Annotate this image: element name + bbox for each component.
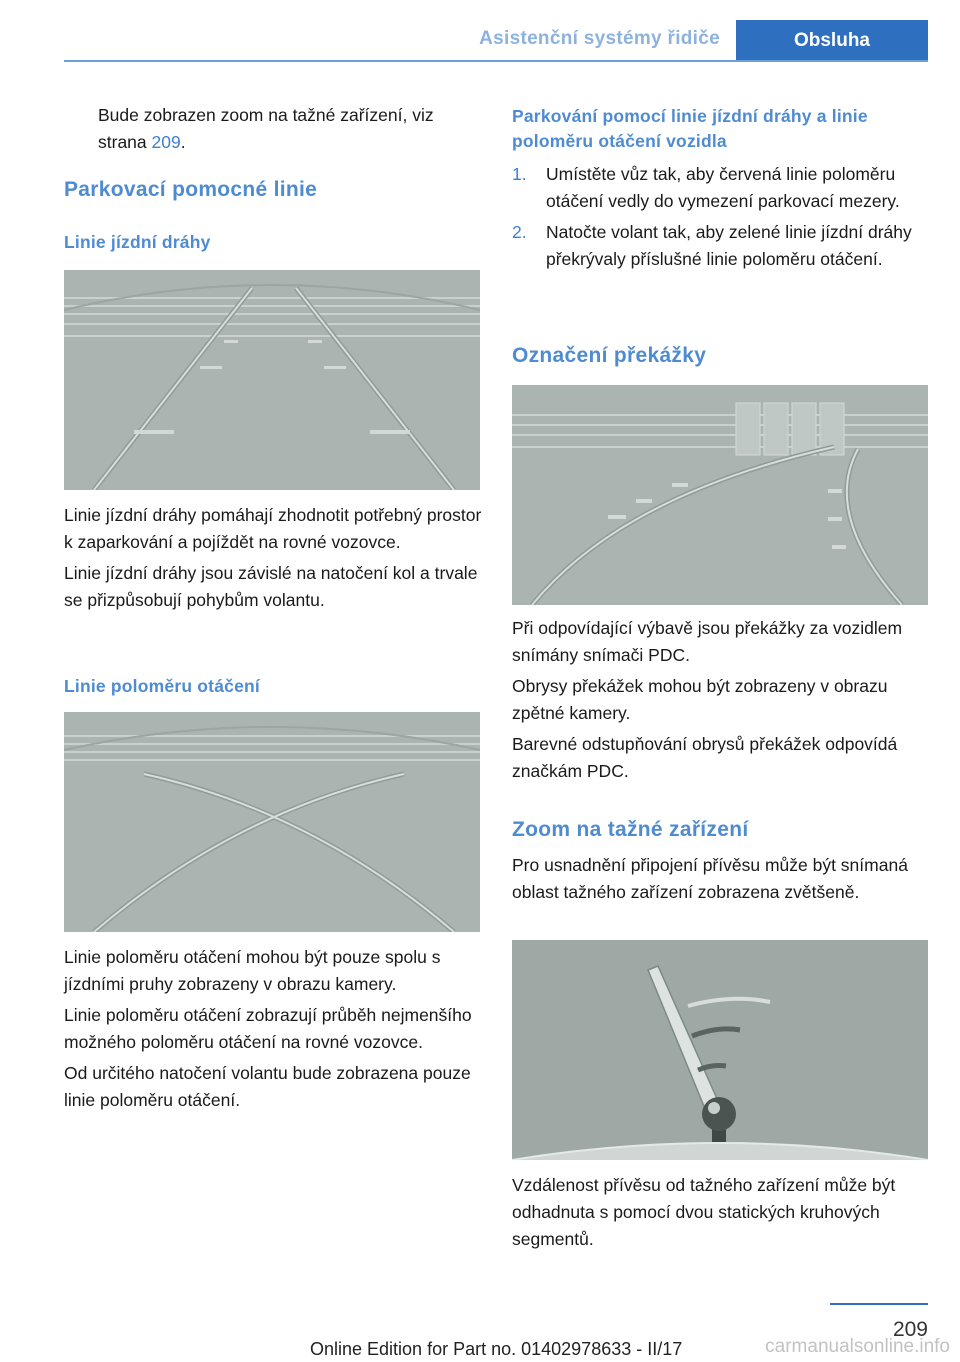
zoom-paragraph-2: Vzdálenost přívěsu od tažného zařízení může být odhadnuta s pomocí dvou statických kruhových segmentů.	[512, 1175, 896, 1249]
zoom-paragraph-1: Pro usnadnění připojení přívěsu může být snímaná oblast tažného zařízení zobrazena zvětšeně.	[512, 855, 908, 902]
intro-paragraph	[64, 102, 482, 156]
lane-lines-figure	[64, 270, 480, 490]
heading-turning-radius: Linie poloměru otáčení	[64, 676, 260, 696]
lane-paragraph-1: Linie jízdní dráhy pomáhají zhodnotit potřebný prostor k zaparkování a pojíždět na rovné vozovce.	[64, 505, 482, 552]
lane-text-block	[64, 502, 482, 614]
footer-rule	[830, 1303, 928, 1305]
obstacle-figure	[512, 385, 928, 605]
turning-radius-figure	[64, 712, 480, 932]
watermark: carmanualsonline.info	[765, 1336, 950, 1357]
radius-paragraph-1: Linie poloměru otáčení mohou být pouze spolu s jízdními pruhy zobrazeny v obrazu kamery.	[64, 947, 441, 994]
tow-hitch-figure	[512, 940, 928, 1160]
obstacle-paragraph-3: Barevné odstupňování obrysů překážek odpovídá značkám PDC.	[512, 734, 898, 781]
steps-block	[512, 161, 930, 273]
radius-paragraph-3: Od určitého natočení volantu bude zobrazena pouze linie poloměru otáčení.	[64, 1063, 471, 1110]
intro-text: Bude zobrazen zoom na tažné zařízení, viz strana	[98, 105, 434, 152]
heading-tow-hitch-zoom: Zoom na tažné zařízení	[512, 818, 749, 841]
lane-paragraph-2: Linie jízdní dráhy jsou závislé na natočení kol a trvale se přizpůsobují pohybům volantu.	[64, 563, 478, 610]
steps-list	[512, 161, 930, 273]
heading-parking-lines: Parkovací pomocné linie	[64, 178, 318, 201]
step-text: Natočte volant tak, aby zelené linie jízdní dráhy překrývaly příslušné linie poloměru otáčení.	[546, 222, 912, 269]
header-tab-obsluha: Obsluha	[736, 20, 928, 62]
radius-text-block	[64, 944, 482, 1114]
obstacle-paragraph-2: Obrysy překážek mohou být zobrazeny v obrazu zpětné kamery.	[512, 676, 888, 723]
radius-paragraph-2: Linie poloměru otáčení zobrazují průběh nejmenšího možného poloměru otáčení na rovné vozovce.	[64, 1005, 472, 1052]
step-number: 1.	[512, 164, 527, 184]
header-section-title: Asistenční systémy řidiče	[479, 28, 720, 49]
page-number: 209	[892, 1318, 928, 1341]
step-item	[512, 161, 930, 215]
intro-end: .	[180, 132, 186, 152]
step-number: 2.	[512, 222, 527, 242]
obstacle-text-block	[512, 615, 930, 785]
zoom-text-block-2	[512, 1172, 930, 1253]
left-column	[64, 102, 482, 156]
page-link[interactable]: 209	[151, 132, 181, 152]
footer-edition: Online Edition for Part no. 01402978633 - II/17	[310, 1339, 683, 1359]
heading-obstacle-marking: Označení překážky	[512, 344, 707, 367]
zoom-text-block-1	[512, 852, 930, 906]
step-item	[512, 219, 930, 273]
heading-lane-lines: Linie jízdní dráhy	[64, 232, 211, 252]
obstacle-paragraph-1: Při odpovídající výbavě jsou překážky za vozidlem snímány snímači PDC.	[512, 618, 903, 665]
step-text: Umístěte vůz tak, aby červená linie poloměru otáčení vedly do vymezení parkovací mezery.	[546, 164, 900, 211]
heading-combined-parking: Parkování pomocí linie jízdní dráhy a linie poloměru otáčení vozidla	[512, 106, 868, 151]
header-rule	[64, 60, 928, 62]
